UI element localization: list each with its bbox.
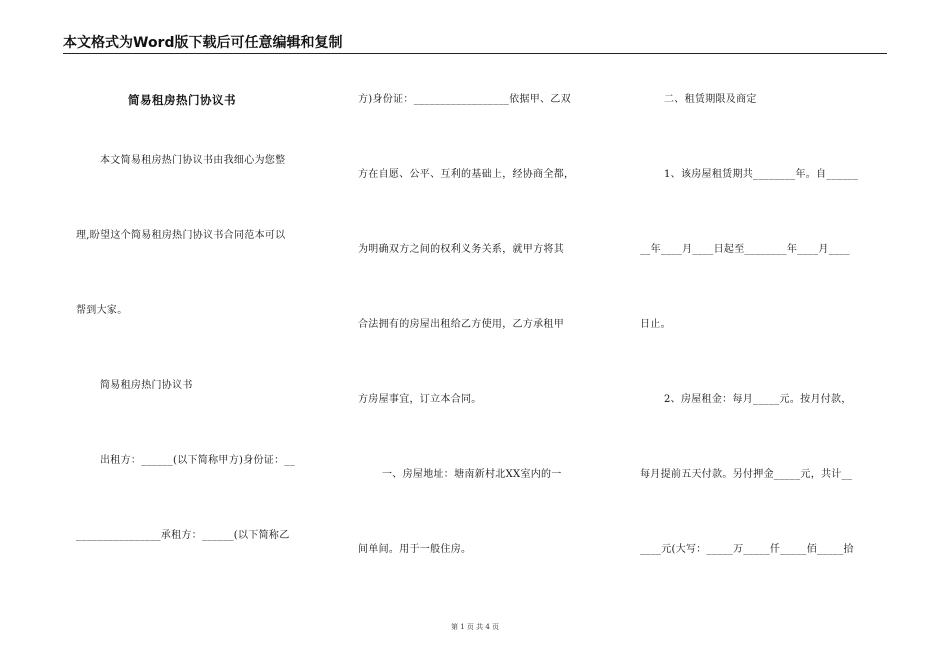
text-line: ________________承租方：______(以下简称乙 — [76, 530, 290, 541]
text-line: 2、房屋租金：每月_____元。按月付款， — [664, 394, 852, 405]
text-line: 一、房屋地址：塘南新村北XX室内的一 — [382, 469, 562, 480]
text-line: 方)身份证：__________________依据甲、乙双 — [358, 94, 571, 105]
header-title: 本文格式为Word版下载后可任意编辑和复制 — [63, 35, 343, 51]
page-header — [63, 34, 887, 54]
document-title: 简易租房热门协议书 — [128, 93, 236, 107]
section-heading: 简易租房热门协议书 — [100, 380, 193, 391]
text-line: __年____月____日起至________年____月____ — [640, 244, 850, 255]
text-line: 日止。 — [640, 319, 671, 330]
text-line: 方在自愿、公平、互利的基础上，经协商全都， — [358, 169, 575, 180]
text-column-2 — [358, 88, 608, 588]
section-heading: 二、租赁期限及商定 — [664, 94, 757, 105]
text-column-3 — [640, 88, 890, 588]
text-line: ____元(大写：_____万_____仟_____佰_____拾 — [640, 544, 854, 555]
text-line: 合法拥有的房屋出租给乙方使用，乙方承租甲 — [358, 319, 564, 330]
text-line: 帮到大家。 — [76, 305, 128, 316]
text-line: 本文简易租房热门协议书由我细心为您整 — [100, 155, 286, 166]
text-line: 理,盼望这个简易租房热门协议书合同范本可以 — [76, 230, 286, 241]
page-number: 第 1 页 共 4 页 — [450, 623, 500, 631]
text-line: 每月提前五天付款。另付押金_____元，共计__ — [640, 469, 853, 480]
text-line: 出租方：______(以下简称甲方)身份证：__ — [100, 455, 296, 466]
text-line: 间单间。用于一般住房。 — [358, 544, 472, 555]
text-column-1 — [76, 88, 326, 588]
text-line: 为明确双方之间的权利义务关系，就甲方将其 — [358, 244, 564, 255]
text-line: 方房屋事宜，订立本合同。 — [358, 394, 482, 405]
text-line: 1、该房屋租赁期共________年。自______ — [664, 169, 859, 180]
